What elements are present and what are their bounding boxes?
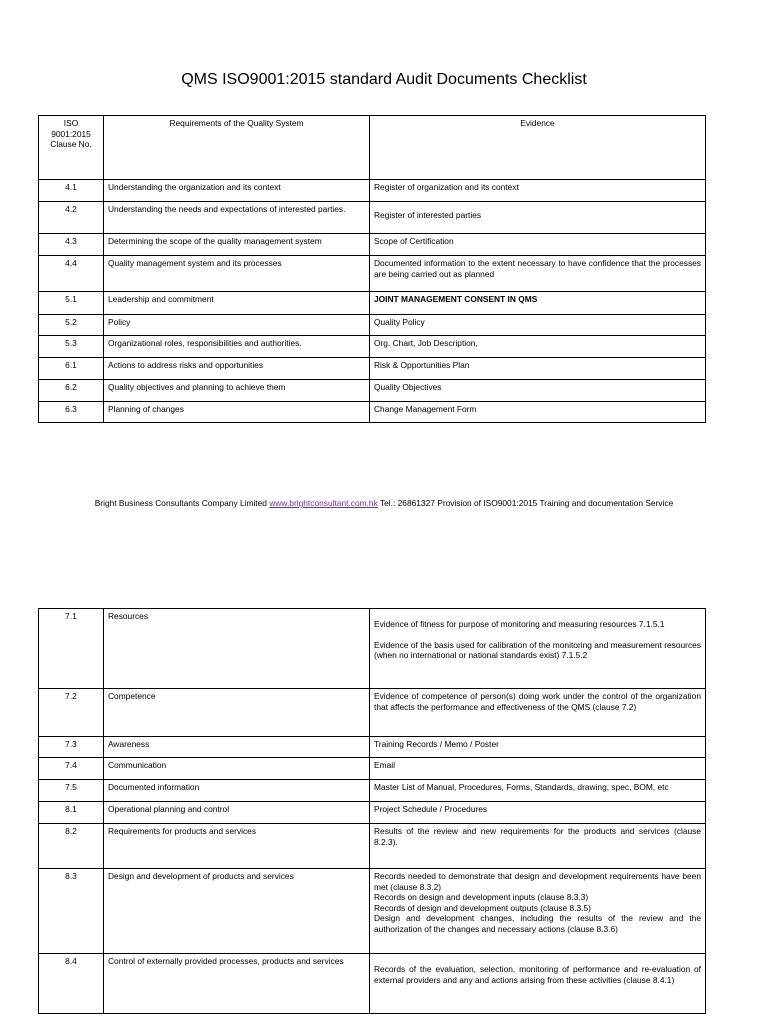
requirement-text: Policy [104,315,370,336]
evidence-text: Quality Policy [370,315,706,336]
clause-number: 7.5 [39,780,104,802]
requirement-text: Determining the scope of the quality management system [104,234,370,256]
table-row [39,758,706,780]
evidence-text: Evidence of the basis used for calibration of the monitoring and measurement resources (when no international or national standards exist) 7.1.5.2 [374,639,701,660]
requirement-text: Requirements for products and services [104,824,370,869]
clause-number: 7.3 [39,737,104,758]
table-row [39,780,706,802]
evidence-text: Register of interested parties [370,202,706,234]
table-row [39,256,706,292]
checklist-table-1 [38,115,706,423]
requirement-text: Communication [104,758,370,780]
table-header-row [39,116,706,180]
requirement-text: Planning of changes [104,402,370,423]
requirement-text: Control of externally provided processes, products and services [104,954,370,1014]
evidence-text: Evidence of fitness for purpose of monitoring and measuring resources 7.1.5.1 [374,619,665,629]
clause-number: 4.2 [39,202,104,234]
requirement-text: Documented information [104,780,370,802]
table-row [39,292,706,315]
table-row [39,737,706,758]
clause-number: 7.2 [39,689,104,737]
requirement-text: Quality management system and its processes [104,256,370,292]
header-clause: ISO 9001:2015 Clause No. [39,116,104,180]
clause-number: 8.1 [39,802,104,824]
evidence-text: JOINT MANAGEMENT CONSENT IN QMS [370,292,706,315]
evidence-text: Records of the evaluation, selection, monitoring of performance and re-evaluation of external providers and any and actions arising from these activities (clause 8.4.1) [370,954,706,1014]
evidence-cell [370,869,706,954]
table-row [39,380,706,402]
table-row [39,402,706,423]
evidence-text: Design and development changes, including the results of the review and the authorization of the changes and necessary actions (clause 8.3.6) [374,913,701,934]
clause-number: 4.1 [39,180,104,202]
footer-website-link[interactable]: www.brightconsultant.com.hk [269,498,378,508]
evidence-text: Change Management Form [370,402,706,423]
table-row [39,336,706,358]
table-row [39,954,706,1014]
table-row [39,802,706,824]
evidence-text: Results of the review and new requirements for the products and services (clause 8.2.3). [370,824,706,869]
evidence-cell [370,609,706,689]
requirement-text: Leadership and commitment [104,292,370,315]
requirement-text: Awareness [104,737,370,758]
requirement-text: Design and development of products and services [104,869,370,954]
evidence-text: Evidence of competence of person(s) doing work under the control of the organization that affects the performance and effectiveness of the QMS (clause 7.2) [370,689,706,737]
clause-number: 6.2 [39,380,104,402]
clause-number: 8.2 [39,824,104,869]
evidence-text: Training Records / Memo / Poster [370,737,706,758]
table-row [39,689,706,737]
clause-number: 5.1 [39,292,104,315]
clause-number: 4.3 [39,234,104,256]
page-title: QMS ISO9001:2015 standard Audit Documents Checklist [181,71,587,88]
evidence-text: Documented information to the extent necessary to have confidence that the processes are being carried out as planned [370,256,706,292]
requirement-text: Understanding the organization and its context [104,180,370,202]
requirement-text: Resources [104,609,370,689]
footer-tail: Tel.: 26861327 Provision of ISO9001:2015 Training and documentation Service [379,498,674,508]
evidence-text: Project Schedule / Procedures [370,802,706,824]
footer-line [0,498,768,508]
requirement-text: Operational planning and control [104,802,370,824]
requirement-text: Understanding the needs and expectations of interested parties. [104,202,370,234]
clause-number: 4.4 [39,256,104,292]
requirement-text: Competence [104,689,370,737]
clause-number: 7.4 [39,758,104,780]
requirement-text: Organizational roles, responsibilities and authorities. [104,336,370,358]
requirement-text: Actions to address risks and opportunities [104,358,370,380]
table-row [39,234,706,256]
table-row [39,180,706,202]
evidence-text: Org. Chart, Job Description, [370,336,706,358]
clause-number: 5.3 [39,336,104,358]
header-requirements: Requirements of the Quality System [104,116,370,180]
evidence-text: Quality Objectives [370,380,706,402]
footer-company: Bright Business Consultants Company Limited [94,498,267,508]
clause-number: 8.4 [39,954,104,1014]
evidence-text: Scope of Certification [370,234,706,256]
table-row [39,202,706,234]
evidence-text: Records of design and development outputs (clause 8.3.5) [374,902,591,913]
table-row [39,824,706,869]
table-row [39,315,706,336]
evidence-text: Master List of Manual, Procedures, Forms, Standards, drawing, spec, BOM, etc [370,780,706,802]
evidence-text: Records needed to demonstrate that design and development requirements have been met (clause 8.3.2) [374,871,701,892]
header-evidence: Evidence [370,116,706,180]
clause-number: 5.2 [39,315,104,336]
table-row [39,358,706,380]
clause-number: 7.1 [39,609,104,689]
evidence-text: Risk & Opportunities Plan [370,358,706,380]
table-row [39,869,706,954]
checklist-table-2 [38,608,706,1014]
requirement-text: Quality objectives and planning to achieve them [104,380,370,402]
clause-number: 6.3 [39,402,104,423]
evidence-text: Email [370,758,706,780]
clause-number: 8.3 [39,869,104,954]
table-row [39,609,706,689]
evidence-text: Records on design and development inputs (clause 8.3.3) [374,892,589,902]
clause-number: 6.1 [39,358,104,380]
evidence-text: Register of organization and its context [370,180,706,202]
